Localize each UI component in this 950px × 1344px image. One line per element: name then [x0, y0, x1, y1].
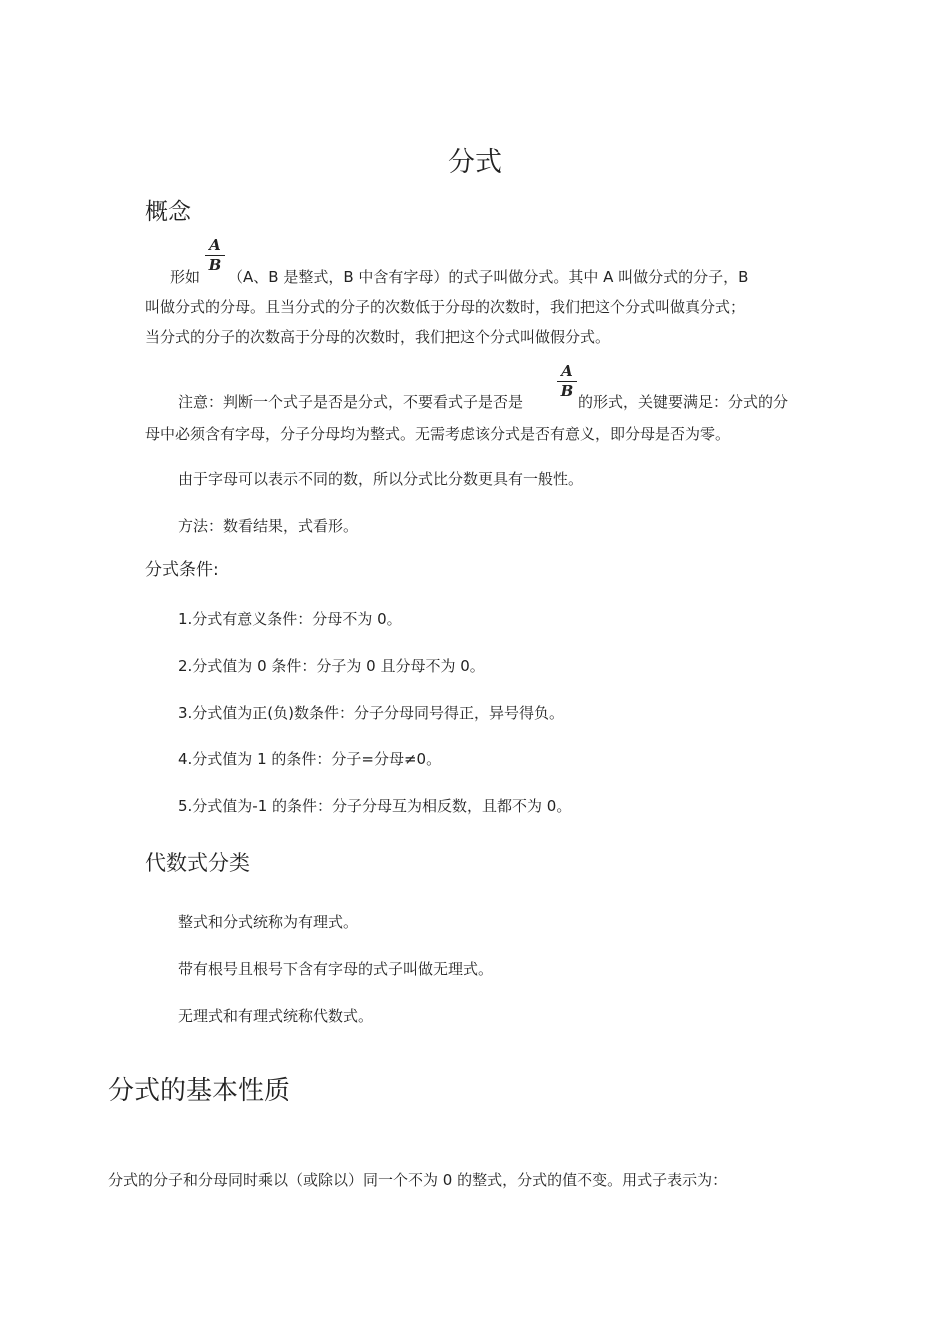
fraction-denominator: B [208, 256, 222, 274]
condition-item: 5.分式值为-1 的条件：分子分母互为相反数，且都不为 0。 [178, 797, 572, 815]
section-heading-algebraic: 代数式分类 [145, 851, 250, 875]
concept-para1-line1: （A、B 是整式，B 中含有字母）的式子叫做分式。其中 A 叫做分式的分子，B [228, 268, 749, 286]
concept-para4: 方法：数看结果，式看形。 [178, 517, 359, 535]
concept-note-line2: 母中必须含有字母，分子分母均为整式。无需考虑该分式是否有意义，即分母是否为零。 [145, 425, 731, 443]
fraction-numerator: A [209, 236, 221, 254]
condition-item: 1.分式有意义条件：分母不为 0。 [178, 610, 402, 628]
algebraic-item: 带有根号且根号下含有字母的式子叫做无理式。 [178, 960, 494, 978]
algebraic-item: 无理式和有理式统称代数式。 [178, 1007, 374, 1025]
fraction-denominator: B [560, 382, 574, 400]
concept-para1-prefix: 形如 [170, 268, 201, 286]
fraction-a-over-b-note [556, 364, 578, 399]
concept-para1-line2: 叫做分式的分母。且当分式的分子的次数低于分母的次数时，我们把这个分式叫做真分式； [145, 298, 746, 316]
page-title: 分式 [448, 147, 502, 178]
section-heading-property: 分式的基本性质 [108, 1076, 291, 1106]
concept-note-suffix: 的形式，关键要满足：分式的分 [578, 393, 789, 411]
conditions-heading: 分式条件: [145, 560, 219, 580]
algebraic-item: 整式和分式统称为有理式。 [178, 913, 359, 931]
condition-item: 3.分式值为正(负)数条件：分子分母同号得正，异号得负。 [178, 704, 565, 722]
concept-note-prefix: 注意：判断一个式子是否是分式，不要看式子是否是 [178, 393, 524, 411]
concept-para1-line3: 当分式的分子的次数高于分母的次数时，我们把这个分式叫做假分式。 [145, 328, 611, 346]
concept-para3: 由于字母可以表示不同的数，所以分式比分数更具有一般性。 [178, 470, 584, 488]
property-text: 分式的分子和分母同时乘以（或除以）同一个不为 0 的整式，分式的值不变。用式子表示为： [108, 1171, 728, 1189]
section-heading-concept: 概念 [145, 199, 191, 225]
fraction-a-over-b [204, 238, 226, 273]
condition-item: 4.分式值为 1 的条件：分子=分母≠0。 [178, 750, 442, 768]
fraction-numerator: A [561, 362, 573, 380]
condition-item: 2.分式值为 0 条件：分子为 0 且分母不为 0。 [178, 657, 485, 675]
